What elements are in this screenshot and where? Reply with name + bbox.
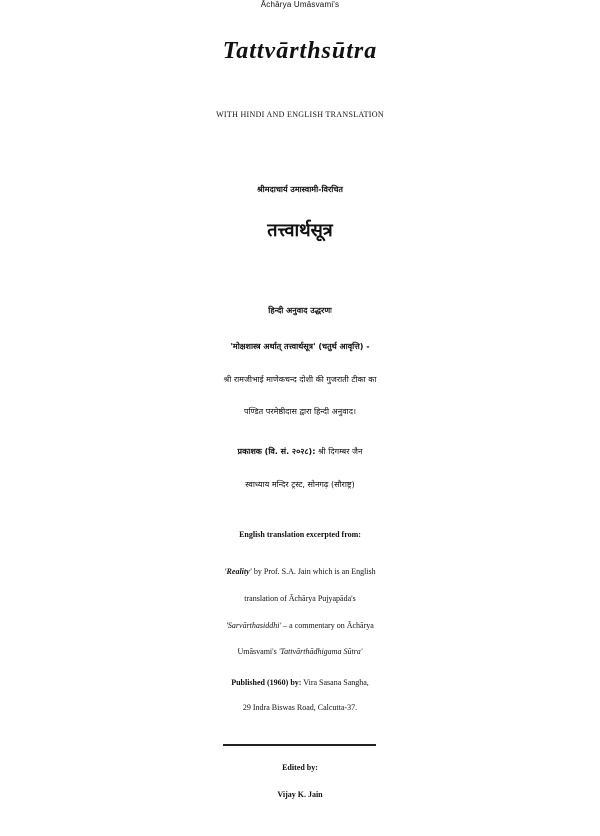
sarvarthasiddhi-title: 'Sarvārthasiddhi' — [226, 621, 282, 630]
hindi-publisher-label: प्रकाशक (वि. सं. २०२८): — [237, 447, 316, 456]
english-line-1-rest: by Prof. S.A. Jain which is an English — [251, 567, 376, 576]
reality-title: 'Reality' — [224, 567, 252, 576]
hindi-source-title: 'मोक्षशास्त्र अर्थात् तत्त्वार्थसूत्र' (चतुर्थ आवृत्ति) - — [230, 342, 370, 351]
english-line-4-start: Umāsvami's — [237, 647, 279, 656]
edited-by-label: Edited by: — [282, 763, 318, 772]
hindi-publisher-line-2: स्वाध्याय मन्दिर ट्रस्ट, सोनगढ़ (सौराष्ट्र) — [245, 480, 355, 489]
english-source-line-3 — [0, 621, 600, 630]
published-address: 29 Indra Biswas Road, Calcutta-37. — [242, 703, 358, 712]
tattvarthadhigama-title: 'Tattvārthādhigama Sūtra' — [278, 647, 363, 656]
english-line-3-rest: – a commentary on Āchārya — [281, 621, 374, 630]
hindi-source-line-3: पण्डित परमेष्ठीदास द्वारा हिन्दी अनुवाद। — [243, 407, 357, 416]
author-line: Āchārya Umāsvami's — [260, 0, 340, 9]
hindi-title: तत्त्वार्थसूत्र — [267, 220, 333, 241]
hindi-source-line-2: श्री रामजीभाई माणेकचन्द दोशी की गुजराती टीका का — [223, 375, 377, 384]
english-published-line — [0, 678, 600, 687]
english-source-line-4 — [0, 647, 600, 656]
divider — [223, 744, 376, 746]
published-label: Published (1960) by: — [231, 678, 302, 687]
published-name: Vira Sasana Sangha, — [301, 678, 369, 687]
hindi-publisher-line-1 — [0, 446, 600, 457]
subtitle-english: WITH HINDI AND ENGLISH TRANSLATION — [216, 110, 384, 119]
hindi-publisher-name: श्री दिगम्बर जैन — [315, 447, 363, 456]
hindi-translation-heading: हिन्दी अनुवाद उद्धरणः — [268, 306, 332, 315]
hindi-author-line: श्रीमदाचार्य उमास्वामी-विरचित — [257, 185, 343, 194]
english-source-line-1 — [0, 567, 600, 576]
english-excerpt-heading: English translation excerpted from: — [239, 530, 361, 539]
main-title: Tattvārthsūtra — [222, 38, 378, 64]
english-source-line-2: translation of Āchārya Pujyapāda's — [244, 594, 356, 603]
editor-name: Vijay K. Jain — [277, 790, 323, 799]
